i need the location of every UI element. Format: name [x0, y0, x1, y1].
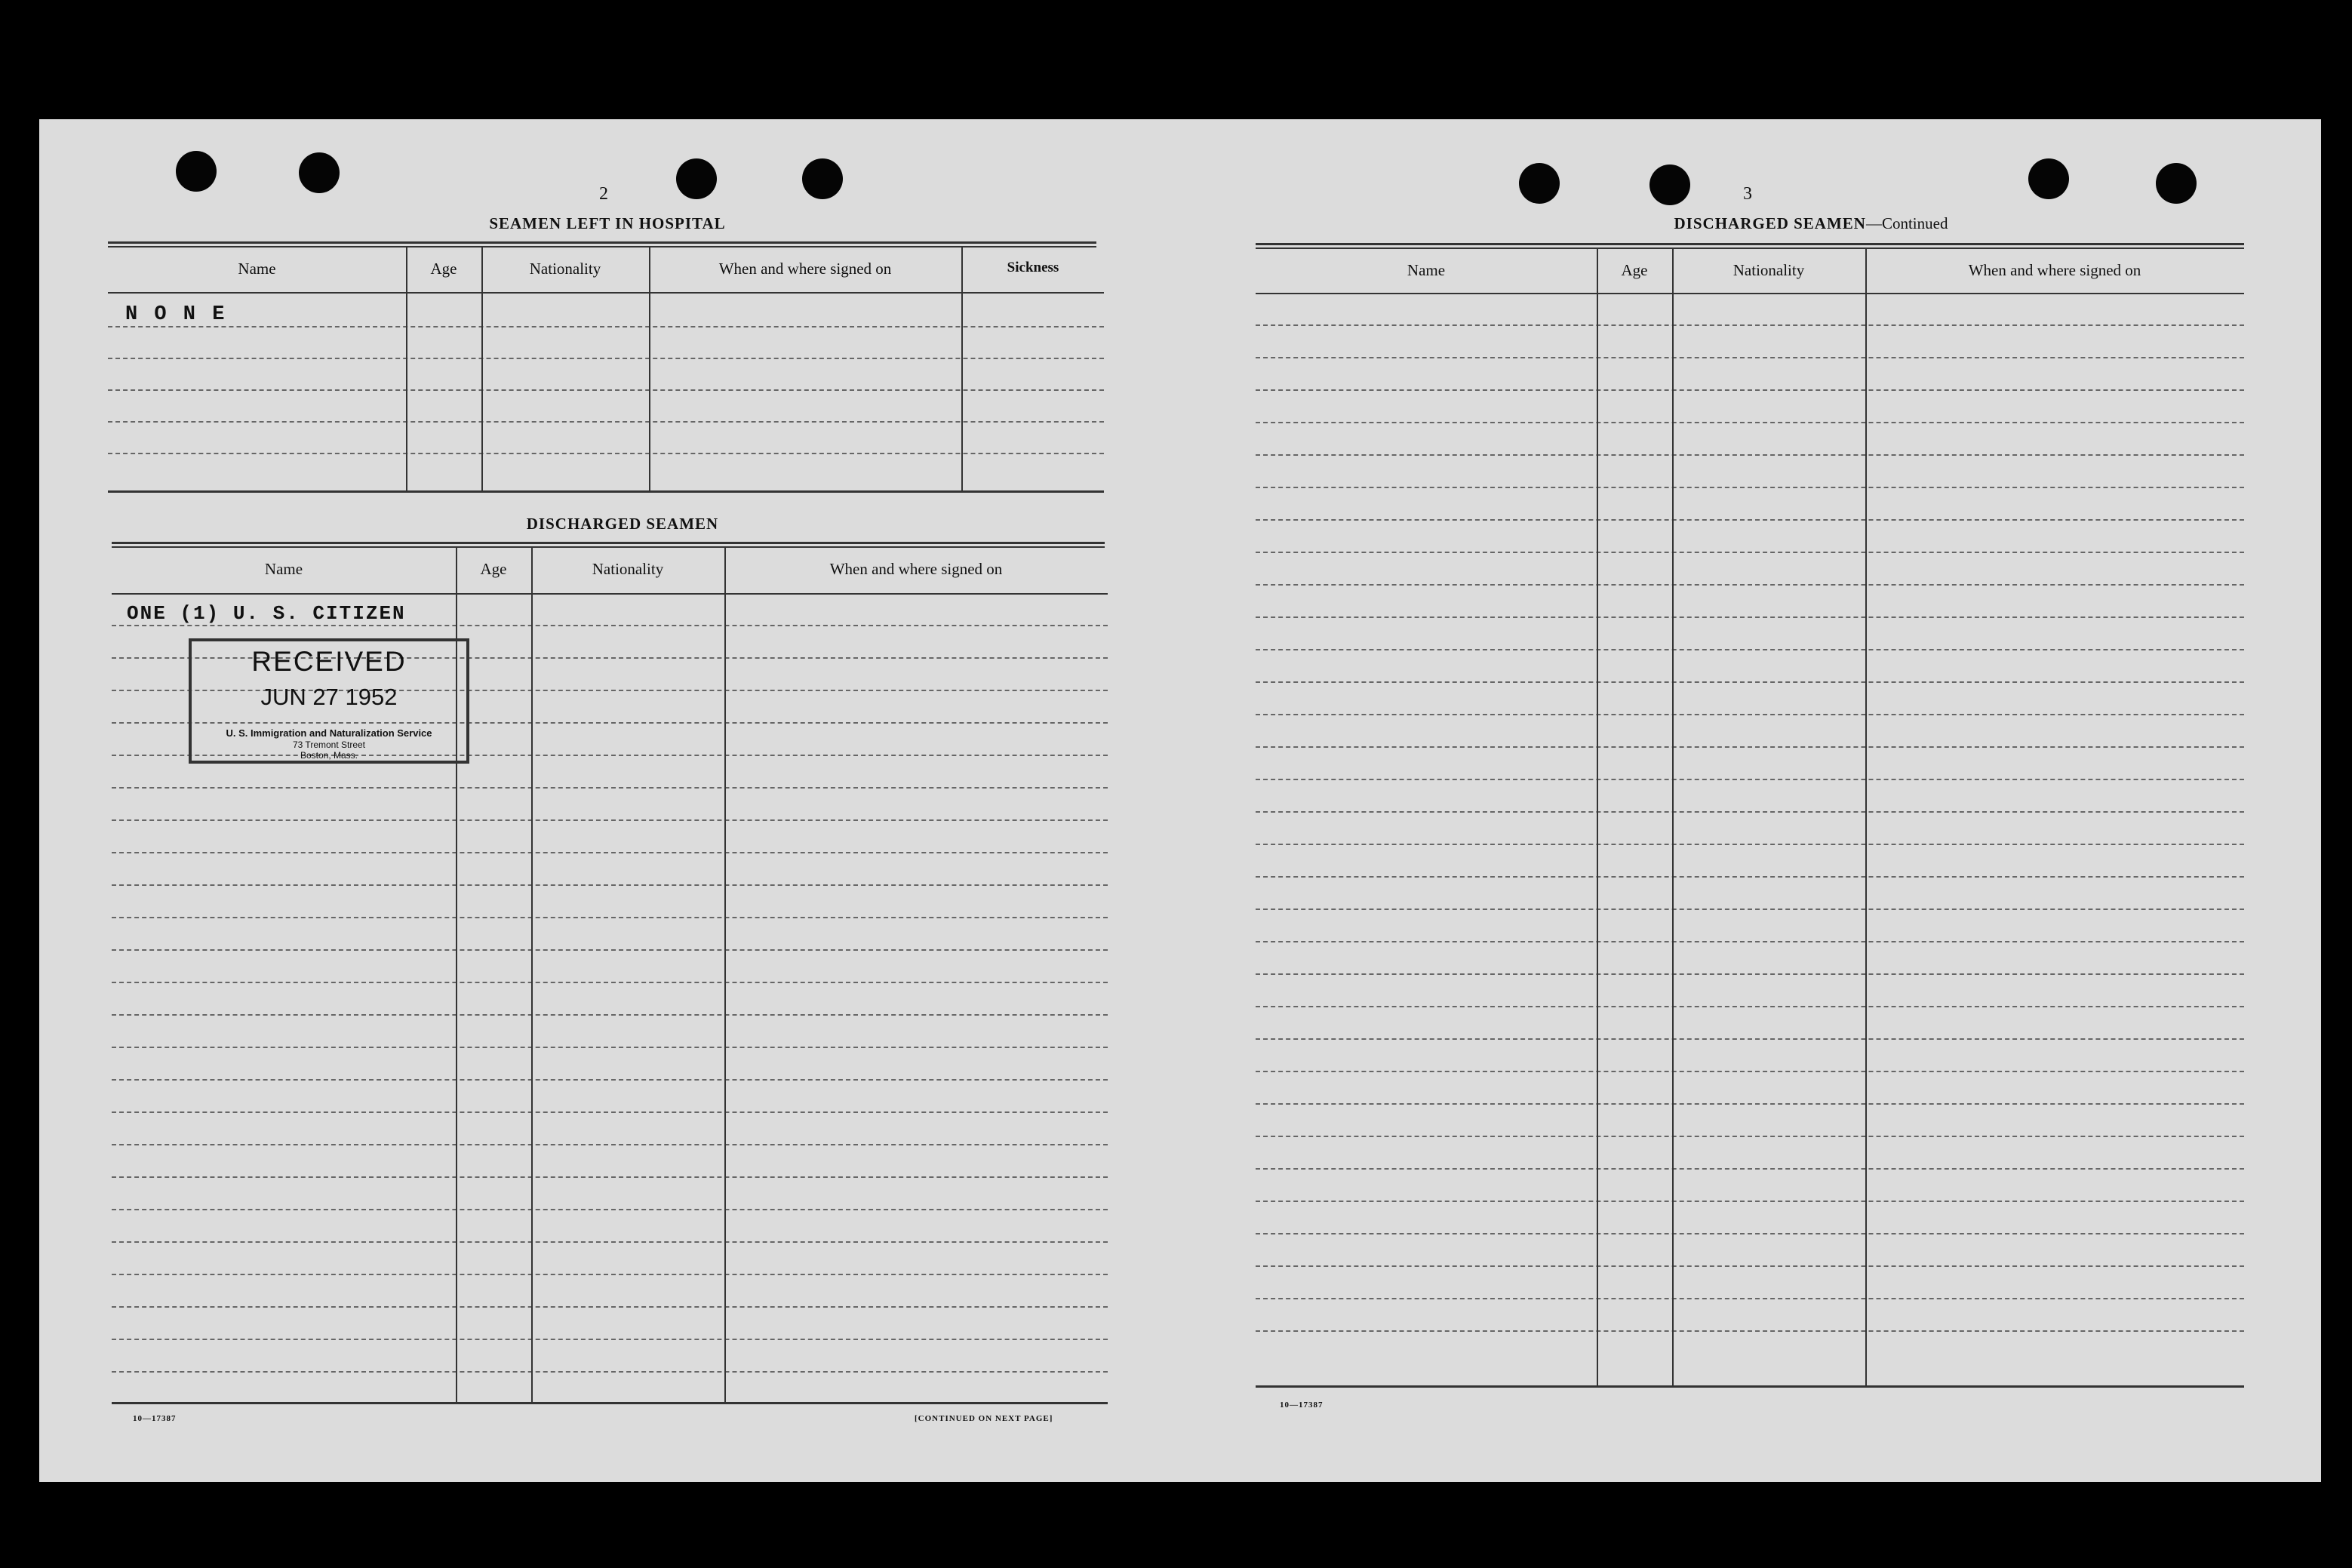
hospital-col-nationality: Nationality — [529, 260, 601, 278]
right-col-age: Age — [1621, 261, 1648, 279]
right-form-number: 10—17387 — [1280, 1400, 1324, 1410]
discharged-col-signed-on: When and where signed on — [829, 560, 1003, 578]
hospital-entry: N O N E — [125, 303, 227, 326]
stamp-city: Boston, Mass. — [300, 750, 358, 761]
discharged-entry: ONE (1) U. S. CITIZEN — [127, 602, 406, 625]
hospital-section-title: SEAMEN LEFT IN HOSPITAL — [489, 214, 726, 232]
hospital-col-sickness: Sickness — [1007, 260, 1059, 275]
right-col-nationality: Nationality — [1732, 261, 1805, 279]
hospital-col-name: Name — [238, 260, 276, 278]
right-col-signed-on: When and where signed on — [1968, 261, 2141, 279]
punch-hole — [676, 158, 717, 199]
discharged-col-name: Name — [264, 560, 303, 578]
discharged-col-nationality: Nationality — [592, 560, 664, 578]
punch-hole — [2156, 163, 2197, 204]
punch-hole — [1519, 163, 1560, 204]
right-section-title-suffix: —Continued — [1865, 214, 1948, 232]
continued-note: [CONTINUED ON NEXT PAGE] — [915, 1414, 1053, 1423]
left-page-number: 2 — [599, 184, 608, 204]
right-page-number: 3 — [1743, 184, 1752, 204]
right-section-title — [1509, 214, 2113, 233]
stamp-agency: U. S. Immigration and Naturalization Service — [226, 727, 432, 739]
left-form-number: 10—17387 — [133, 1414, 177, 1423]
right-col-name: Name — [1407, 261, 1446, 279]
punch-hole — [1649, 164, 1690, 205]
hospital-col-age: Age — [430, 260, 457, 278]
punch-hole — [176, 151, 217, 192]
punch-hole — [299, 152, 340, 193]
hospital-col-signed-on: When and where signed on — [718, 260, 892, 278]
right-section-title-main: DISCHARGED SEAMEN — [1674, 214, 1866, 232]
discharged-continued-table — [1256, 243, 2244, 1397]
stamp-received: RECEIVED — [251, 646, 407, 677]
received-stamp — [189, 638, 469, 764]
punch-hole — [802, 158, 843, 199]
hospital-table — [108, 241, 1104, 498]
discharged-col-age: Age — [480, 560, 507, 578]
stamp-street: 73 Tremont Street — [292, 739, 366, 750]
stamp-date: JUN 27 1952 — [260, 684, 398, 710]
discharged-section-title: DISCHARGED SEAMEN — [526, 515, 719, 533]
punch-hole — [2028, 158, 2069, 199]
